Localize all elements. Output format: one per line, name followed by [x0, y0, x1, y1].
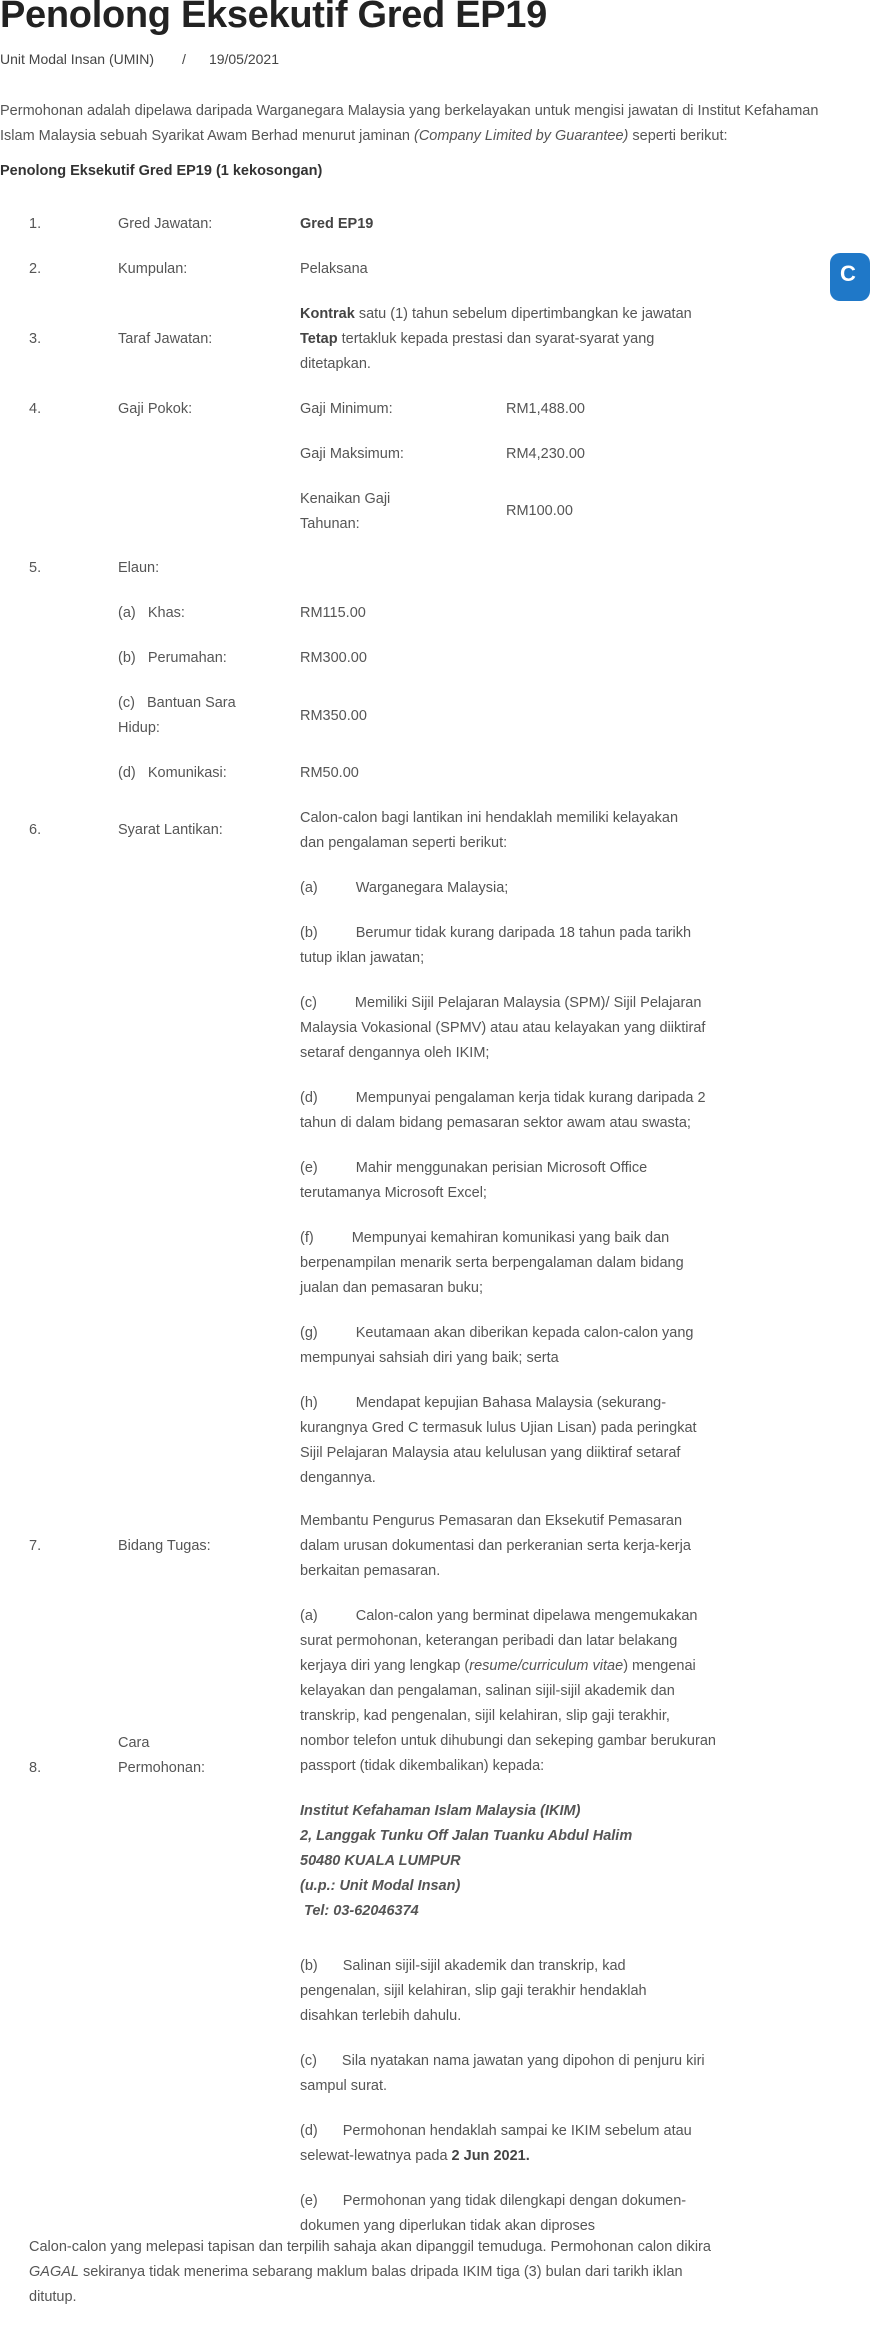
row-number: 8. — [29, 1760, 42, 1776]
address-line: (u.p.: Unit Modal Insan) — [300, 1878, 461, 1894]
requirement-item: (h) Mendapat kepujian Bahasa Malaysia (sekurang-kurangnya Gred C termasuk lulus Ujian Lisan) pada peringkat Sijil Pelajaran Malaysia atau kelulusan yang diiktiraf setaraf dengannya. — [300, 1395, 697, 1486]
salary-max-value: RM4,230.00 — [506, 446, 585, 462]
requirement-item: (g) Keutamaan akan diberikan kepada calon-calon yang mempunyai sahsiah diri yang baik; serta — [300, 1325, 694, 1366]
salary-min-value: RM1,488.00 — [506, 401, 585, 417]
page-title: Penolong Eksekutif Gred EP19 — [0, 0, 547, 36]
allowance-value: RM115.00 — [300, 605, 366, 621]
salary-max-label: Gaji Maksimum: — [300, 446, 404, 462]
requirement-item: (d) Mempunyai pengalaman kerja tidak kurang daripada 2 tahun di dalam bidang pemasaran sektor awam atau swasta; — [300, 1090, 706, 1131]
application-item: (e) Permohonan yang tidak dilengkapi dengan dokumen-dokumen yang diperlukan tidak akan diproses — [300, 2193, 687, 2234]
row-number: 7. — [29, 1538, 42, 1554]
salary-increment-value: RM100.00 — [506, 503, 573, 519]
application-item: (b) Salinan sijil-sijil akademik dan transkrip, kad pengenalan, sijil kelahiran, slip gaji terakhir hendaklah disahkan terlebih dahulu. — [300, 1958, 647, 2024]
address-line: Institut Kefahaman Islam Malaysia (IKIM) — [300, 1803, 581, 1819]
salary-increment-label: Kenaikan Gaji Tahunan: — [300, 491, 391, 532]
salary-min-label: Gaji Minimum: — [300, 401, 393, 417]
row-number: 3. — [29, 331, 42, 347]
vacancy-subheading: Penolong Eksekutif Gred EP19 (1 kekosongan) — [0, 163, 323, 179]
floating-widget-button[interactable] — [830, 253, 870, 301]
row-label: Gred Jawatan: — [118, 216, 213, 232]
row-label: Bidang Tugas: — [118, 1538, 211, 1554]
requirement-item: (e) Mahir menggunakan perisian Microsoft Office terutamanya Microsoft Excel; — [300, 1160, 648, 1201]
row-number: 5. — [29, 560, 42, 576]
allowance-value: RM50.00 — [300, 765, 359, 781]
duties-value: Membantu Pengurus Pemasaran dan Eksekutif Pemasaran dalam urusan dokumentasi dan perkeranian serta kerja-kerja berkaitan pemasaran. — [300, 1513, 691, 1579]
address-line: 2, Langgak Tunku Off Jalan Tuanku Abdul Halim — [300, 1828, 633, 1844]
row-label: Gaji Pokok: — [118, 401, 193, 417]
department-link[interactable]: Unit Modal Insan (UMIN) — [0, 51, 155, 67]
application-item: (a) Calon-calon yang berminat dipelawa mengemukakan surat permohonan, keterangan peribadi dan latar belakang kerjaya diri yang lengkap (resume/curriculum vitae) mengenai kelayakan dan pengalaman, salinan sijil-sijil akademik dan transkrip, kad pengenalan, sijil kelahiran, slip gaji terakhir, nombor telefon untuk dihubungi dan sekeping gambar berukuran passport (tidak dikembalikan) kepada: — [300, 1608, 716, 1774]
group-value: Pelaksana — [300, 261, 368, 277]
row-label: Kumpulan: — [118, 261, 188, 277]
requirement-item: (a) Warganegara Malaysia; — [300, 880, 509, 896]
widget-icon: C — [840, 261, 856, 286]
address-line: 50480 KUALA LUMPUR — [300, 1853, 461, 1869]
allowance-value: RM350.00 — [300, 708, 367, 724]
requirement-item: (b) Berumur tidak kurang daripada 18 tahun pada tarikh tutup iklan jawatan; — [300, 925, 692, 966]
meta-separator: / — [182, 51, 186, 67]
row-number: 6. — [29, 822, 42, 838]
grade-value: Gred EP19 — [300, 216, 374, 232]
application-item: (d) Permohonan hendaklah sampai ke IKIM sebelum atau selewat-lewatnya pada 2 Jun 2021. — [300, 2123, 692, 2164]
post-meta — [0, 51, 279, 67]
row-label: Cara Permohonan: — [118, 1735, 206, 1776]
allowance-label: (c) Bantuan Sara Hidup: — [118, 695, 236, 736]
requirements-lead: Calon-calon bagi lantikan ini hendaklah memiliki kelayakan dan pengalaman seperti berikut: — [300, 810, 679, 851]
allowance-label: (d) Komunikasi: — [118, 765, 227, 781]
requirement-item: (f) Mempunyai kemahiran komunikasi yang baik dan berpenampilan menarik serta berpengalaman dalam bidang jualan dan pemasaran buku; — [300, 1230, 684, 1296]
status-value: Kontrak satu (1) tahun sebelum dipertimbangkan ke jawatan Tetap tertakluk kepada prestasi dan syarat-syarat yang ditetapkan. — [300, 306, 692, 372]
row-label: Taraf Jawatan: — [118, 331, 213, 347]
row-number: 4. — [29, 401, 42, 417]
mailing-address — [300, 1799, 720, 1924]
allowance-label: (a) Khas: — [118, 605, 185, 621]
footer-note: Calon-calon yang melepasi tapisan dan terpilih sahaja akan dipanggil temuduga. Permohonan calon dikira GAGAL sekiranya tidak menerima sebarang maklum balas dripada IKIM tiga (3) bulan dari tarikh iklan ditutup. — [29, 2239, 711, 2305]
row-number: 2. — [29, 261, 42, 277]
application-item: (c) Sila nyatakan nama jawatan yang dipohon di penjuru kiri sampul surat. — [300, 2053, 705, 2094]
phone-number[interactable]: Tel: 03-62046374 — [304, 1903, 419, 1919]
allowance-value: RM300.00 — [300, 650, 367, 666]
intro-paragraph: Permohonan adalah dipelawa daripada Warganegara Malaysia yang berkelayakan untuk mengisi jawatan di Institut Kefahaman Islam Malaysia sebuah Syarikat Awam Berhad menurut jaminan (Company Limited by Guarantee) seperti berikut: — [0, 103, 819, 144]
allowance-label: (b) Perumahan: — [118, 650, 227, 666]
requirement-item: (c) Memiliki Sijil Pelajaran Malaysia (SPM)/ Sijil Pelajaran Malaysia Vokasional (SPMV) atau atau kelayakan yang diiktiraf setaraf dengannya oleh IKIM; — [300, 995, 706, 1061]
post-date: 19/05/2021 — [208, 51, 280, 67]
row-number: 1. — [29, 216, 42, 232]
row-label: Syarat Lantikan: — [118, 822, 223, 838]
row-label: Elaun: — [118, 560, 160, 576]
